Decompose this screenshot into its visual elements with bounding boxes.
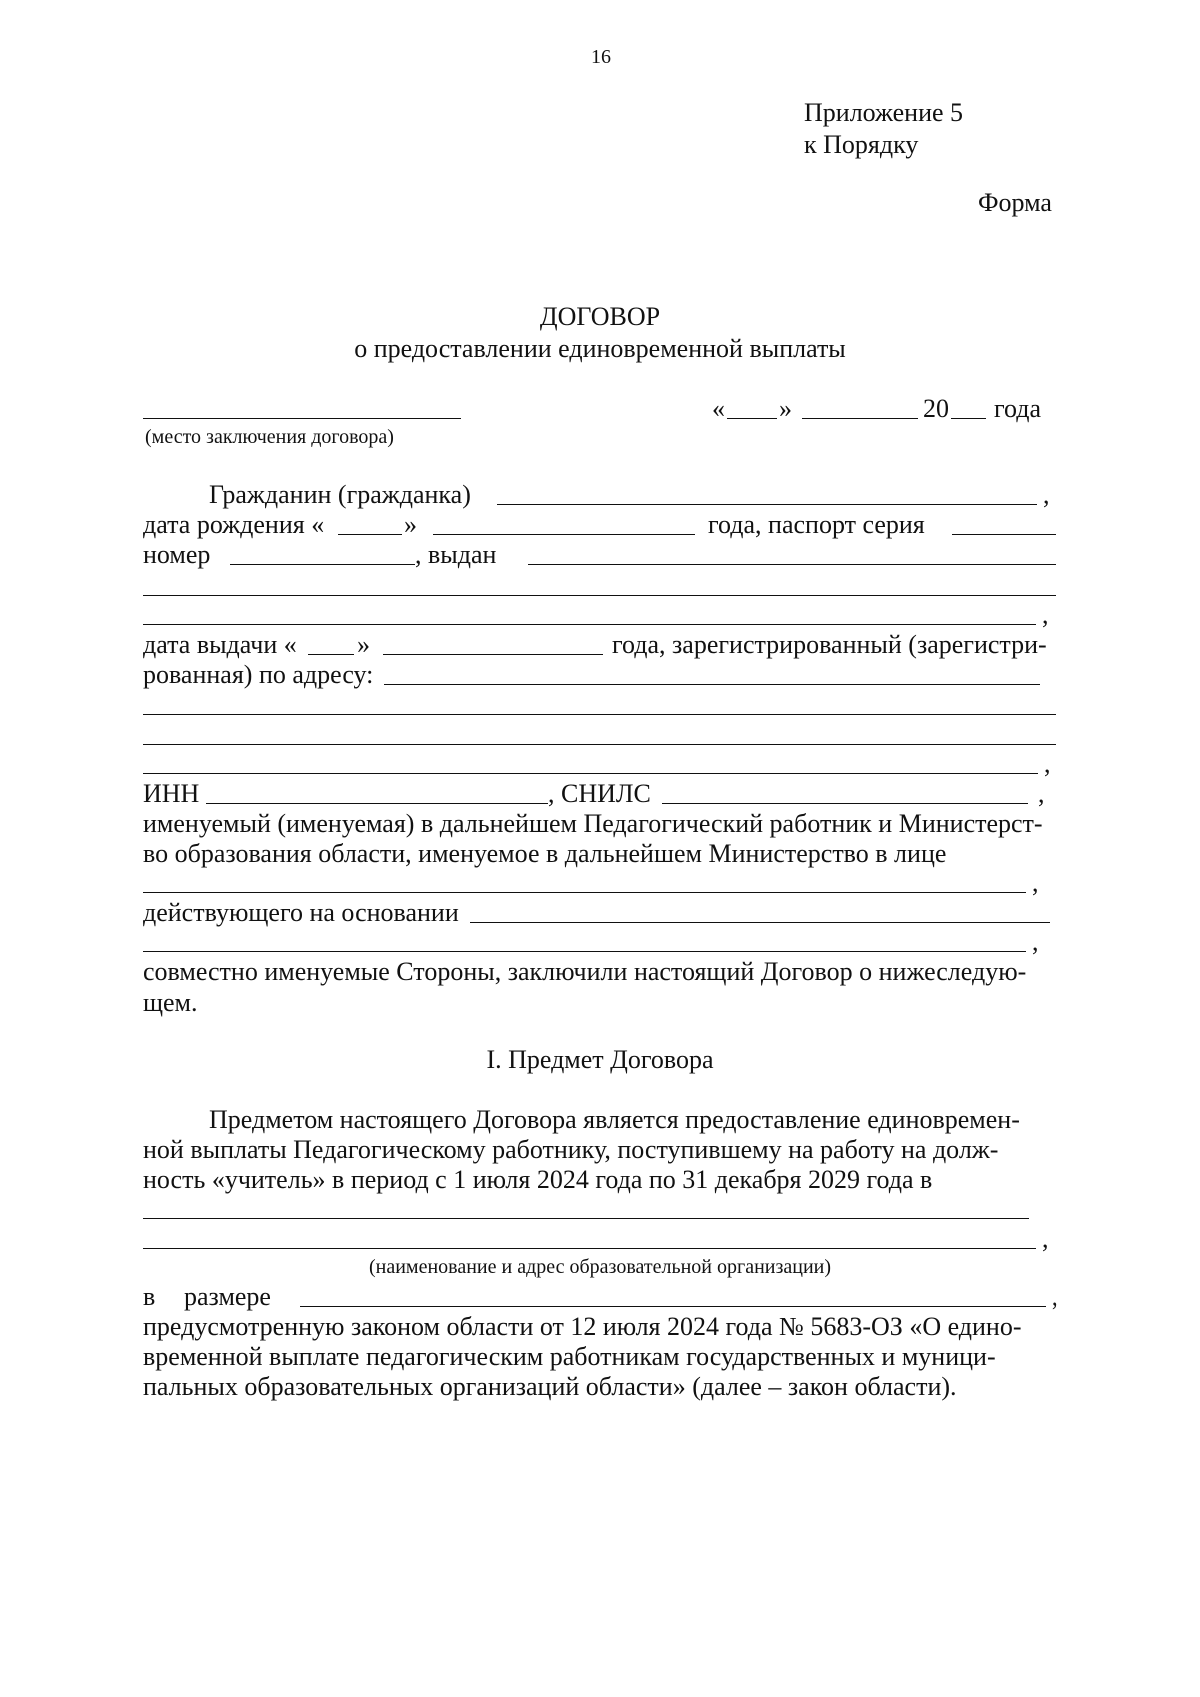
representative-comma: , <box>1032 868 1039 897</box>
amount-field[interactable] <box>300 1306 1046 1307</box>
issue-date-label: дата выдачи « <box>143 630 297 659</box>
appendix-number: Приложение 5 <box>804 98 964 127</box>
place-caption: (место заключения договора) <box>145 426 394 448</box>
law-text-line1: предусмотренную законом области от 12 июля 2024 года № 5683-ОЗ «О едино- <box>143 1312 1022 1341</box>
snils-field[interactable] <box>662 803 1028 804</box>
date-year-field[interactable] <box>951 418 986 419</box>
issued-by-label: , выдан <box>415 540 497 569</box>
address-label: рованная) по адресу: <box>143 660 374 689</box>
issue-close-quote: » <box>357 630 370 659</box>
amount-label: размере <box>184 1282 271 1311</box>
address-field-line3[interactable] <box>143 744 1056 745</box>
birth-day-field[interactable] <box>338 534 402 535</box>
registered-label: года, зарегистрированный (зарегистри- <box>612 630 1047 659</box>
issued-by-field[interactable] <box>528 564 1056 565</box>
section-heading: I. Предмет Договора <box>486 1045 714 1074</box>
organization-comma: , <box>1042 1224 1049 1253</box>
address-field-line4[interactable] <box>143 773 1038 774</box>
address-comma: , <box>1044 749 1051 778</box>
issue-day-field[interactable] <box>308 654 354 655</box>
ministry-representative-field[interactable] <box>143 892 1026 893</box>
subject-text-line3: ность «учитель» в период с 1 июля 2024 года по 31 декабря 2029 года в <box>143 1165 933 1194</box>
jointly-text-line2: щем. <box>143 988 198 1017</box>
inn-label: ИНН <box>143 779 200 808</box>
date-month-field[interactable] <box>802 418 918 419</box>
birth-month-year-field[interactable] <box>433 534 695 535</box>
issued-by-field-line3[interactable] <box>143 624 1036 625</box>
subject-text-line1: Предметом настоящего Договора является предоставление единовремен- <box>209 1105 1020 1134</box>
amount-preposition: в <box>143 1282 156 1311</box>
citizen-comma: , <box>1043 480 1050 509</box>
law-text-line3: пальных образовательных организаций области» (далее – закон области). <box>143 1372 957 1401</box>
address-field-line2[interactable] <box>143 714 1056 715</box>
date-year-suffix: года <box>994 394 1042 423</box>
form-label: Форма <box>978 188 1052 217</box>
appendix-reference: к Порядку <box>804 130 919 159</box>
named-text-line2: во образования области, именуемое в дальнейшем Министерство в лице <box>143 839 947 868</box>
issued-by-field-line2[interactable] <box>143 595 1056 596</box>
acting-basis-field[interactable] <box>470 922 1050 923</box>
inn-field[interactable] <box>206 803 548 804</box>
passport-number-field[interactable] <box>230 564 415 565</box>
acting-basis-comma: , <box>1032 927 1039 956</box>
issue-month-year-field[interactable] <box>383 654 603 655</box>
passport-series-label: года, паспорт серия <box>708 510 925 539</box>
acting-basis-field-line2[interactable] <box>143 951 1026 952</box>
passport-series-field[interactable] <box>952 534 1056 535</box>
organization-field-line2[interactable] <box>143 1248 1036 1249</box>
date-year-prefix: 20 <box>923 394 949 423</box>
date-close-quote: » <box>779 394 792 423</box>
organization-field[interactable] <box>143 1218 1029 1219</box>
birth-close-quote: » <box>404 510 417 539</box>
passport-number-label: номер <box>143 540 211 569</box>
date-day-field[interactable] <box>727 418 777 419</box>
snils-comma: , <box>1038 779 1045 808</box>
citizen-label: Гражданин (гражданка) <box>209 480 471 509</box>
address-field[interactable] <box>384 684 1040 685</box>
named-text-line1: именуемый (именуемая) в дальнейшем Педагогический работник и Министерст- <box>143 809 1043 838</box>
law-text-line2: временной выплате педагогическим работникам государственных и муници- <box>143 1342 996 1371</box>
snils-label: , СНИЛС <box>548 779 651 808</box>
document-subtitle: о предоставлении единовременной выплаты <box>354 334 846 363</box>
acting-basis-label: действующего на основании <box>143 898 459 927</box>
organization-caption: (наименование и адрес образовательной организации) <box>368 1256 832 1278</box>
citizen-name-field[interactable] <box>497 504 1037 505</box>
birth-date-label: дата рождения « <box>143 510 325 539</box>
page-number: 16 <box>591 46 611 68</box>
amount-comma: , <box>1052 1282 1058 1311</box>
issued-by-comma: , <box>1042 600 1049 629</box>
jointly-text-line1: совместно именуемые Стороны, заключили настоящий Договор о нижеследую- <box>143 957 1027 986</box>
subject-text-line2: ной выплаты Педагогическому работнику, поступившему на работу на долж- <box>143 1135 999 1164</box>
document-title: ДОГОВОР <box>539 302 661 331</box>
place-field[interactable] <box>143 418 461 419</box>
date-open-quote: « <box>712 394 725 423</box>
